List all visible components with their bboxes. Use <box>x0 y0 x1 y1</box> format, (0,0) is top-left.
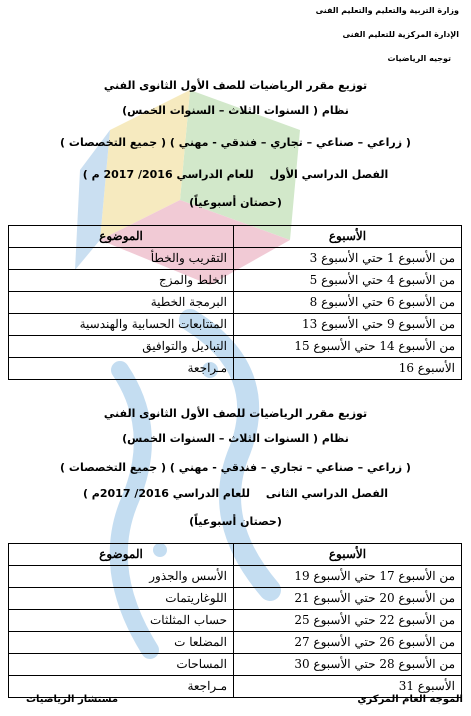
topic-cell: المساحات <box>9 654 234 676</box>
section-1-semester-line <box>0 168 471 181</box>
section-2-branches: ( زراعي – صناعي – تجاري – فندقي - مهني ) ( جميع التخصصات ) <box>60 461 411 474</box>
topic-cell: اللوغاريتمات <box>9 588 234 610</box>
table-row <box>9 248 462 270</box>
week-header: الأسبوع <box>234 544 462 566</box>
week-cell: من الأسبوع 28 حتي الأسبوع 30 <box>234 654 462 676</box>
section-1-title: توزيع مقرر الرياضيات للصف الأول الثانوى الفني <box>103 79 368 92</box>
table-row <box>9 588 462 610</box>
week-header: الأسبوع <box>234 226 462 248</box>
central-admin-name: الإدارة المركزية للتعليم الفنى <box>342 30 459 39</box>
topic-cell: المتتابعات الحسابية والهندسية <box>9 314 234 336</box>
week-cell: من الأسبوع 26 حتي الأسبوع 27 <box>234 632 462 654</box>
section-2-semester: الفصل الدراسي الثانى <box>265 487 389 500</box>
footer-general-supervisor: الموجه العام المركزي <box>357 694 463 705</box>
topic-cell: التقريب والخطأ <box>9 248 234 270</box>
section-2-year: للعام الدراسي 2016/ 2017م ) <box>82 487 250 500</box>
week-cell: من الأسبوع 14 حتي الأسبوع 15 <box>234 336 462 358</box>
topic-cell: مـراجعة <box>9 358 234 380</box>
supervision-name: توجيه الرياضيات <box>387 54 451 63</box>
week-cell: من الأسبوع 9 حتي الأسبوع 13 <box>234 314 462 336</box>
topic-cell: الخلط والمزج <box>9 270 234 292</box>
section-2-title: توزيع مقرر الرياضيات للصف الأول الثانوى الفني <box>103 407 368 420</box>
topic-header: الموضوع <box>9 544 234 566</box>
topic-cell: حساب المثلثات <box>9 610 234 632</box>
topic-cell: الأسس والجذور <box>9 566 234 588</box>
section-1-semester: الفصل الدراسي الأول <box>269 168 389 181</box>
footer-math-consultant: مستشار الرياضيات <box>26 694 119 705</box>
table-row <box>9 314 462 336</box>
table-row <box>9 610 462 632</box>
section-1-periods: (حصتان أسبوعياً) <box>189 196 282 209</box>
table-row <box>9 654 462 676</box>
table-row <box>9 336 462 358</box>
topic-cell: البرمجة الخطية <box>9 292 234 314</box>
section-2-semester-line <box>0 487 471 500</box>
table-header-row <box>9 544 462 566</box>
section-2-system: نظام ( السنوات الثلاث – السنوات الخمس) <box>122 432 349 445</box>
topic-cell: مـراجعة <box>9 676 234 698</box>
week-cell: من الأسبوع 6 حتي الأسبوع 8 <box>234 292 462 314</box>
ministry-name: وزارة التربية والتعليم والتعليم الفنى <box>315 6 459 15</box>
week-cell: من الأسبوع 20 حتي الأسبوع 21 <box>234 588 462 610</box>
week-cell: من الأسبوع 1 حتي الأسبوع 3 <box>234 248 462 270</box>
week-cell: من الأسبوع 4 حتي الأسبوع 5 <box>234 270 462 292</box>
section-1-year: للعام الدراسي 2016/ 2017 م ) <box>82 168 254 181</box>
week-cell: الأسبوع 31 <box>234 676 462 698</box>
schedule-table-1 <box>8 225 462 380</box>
topic-cell: التباديل والتوافيق <box>9 336 234 358</box>
table-row <box>9 292 462 314</box>
week-cell: من الأسبوع 17 حتي الأسبوع 19 <box>234 566 462 588</box>
table-header-row <box>9 226 462 248</box>
table-row <box>9 270 462 292</box>
table-row <box>9 566 462 588</box>
table-row <box>9 632 462 654</box>
week-cell: الأسبوع 16 <box>234 358 462 380</box>
topic-header: الموضوع <box>9 226 234 248</box>
topic-cell: المضلعا ت <box>9 632 234 654</box>
week-cell: من الأسبوع 22 حتي الأسبوع 25 <box>234 610 462 632</box>
section-2-periods: (حصتان أسبوعياً) <box>189 515 282 528</box>
section-1-branches: ( زراعي – صناعي – تجاري – فندقي - مهني ) ( جميع التخصصات ) <box>60 136 411 149</box>
table-row <box>9 358 462 380</box>
section-1-system: نظام ( السنوات الثلاث – السنوات الخمس) <box>122 104 349 117</box>
schedule-table-2 <box>8 543 462 698</box>
